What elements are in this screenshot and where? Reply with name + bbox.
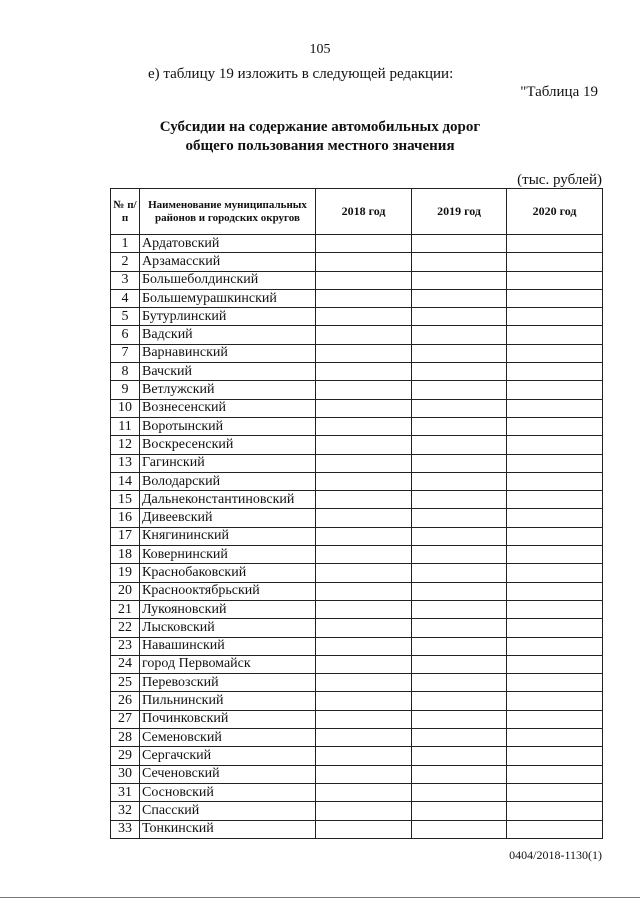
header-2020: 2020 год	[507, 189, 603, 235]
table-row	[111, 564, 603, 582]
value-2019	[412, 472, 507, 490]
district-name: Вачский	[140, 363, 316, 381]
value-2019	[412, 765, 507, 783]
table-row	[111, 326, 603, 344]
title-line-1: Субсидии на содержание автомобильных дорог	[159, 119, 481, 135]
value-2018	[316, 619, 412, 637]
value-2019	[412, 289, 507, 307]
district-name: Гагинский	[140, 454, 316, 472]
value-2019	[412, 637, 507, 655]
value-2018	[316, 674, 412, 692]
table-row	[111, 729, 603, 747]
row-number: 23	[111, 637, 140, 655]
value-2018	[316, 637, 412, 655]
table-body	[111, 235, 603, 839]
value-2020	[507, 527, 603, 545]
value-2019	[412, 600, 507, 618]
table-row	[111, 692, 603, 710]
table-row	[111, 802, 603, 820]
district-name: Княгининский	[140, 527, 316, 545]
value-2018	[316, 326, 412, 344]
value-2020	[507, 692, 603, 710]
row-number: 19	[111, 564, 140, 582]
value-2019	[412, 491, 507, 509]
row-number: 8	[111, 363, 140, 381]
table-reference: "Таблица 19	[520, 84, 598, 100]
page-number: 105	[309, 42, 331, 57]
title-line-2: общего пользования местного значения	[185, 138, 455, 154]
district-name: Ардатовский	[140, 235, 316, 253]
value-2018	[316, 765, 412, 783]
district-name: Сергачский	[140, 747, 316, 765]
value-2019	[412, 509, 507, 527]
district-name: Вознесенский	[140, 399, 316, 417]
table-row	[111, 582, 603, 600]
value-2018	[316, 546, 412, 564]
value-2020	[507, 765, 603, 783]
row-number: 16	[111, 509, 140, 527]
value-2018	[316, 802, 412, 820]
value-2019	[412, 710, 507, 728]
table-row	[111, 765, 603, 783]
value-2018	[316, 820, 412, 838]
value-2018	[316, 289, 412, 307]
district-name: Лукояновский	[140, 600, 316, 618]
row-number: 13	[111, 454, 140, 472]
value-2020	[507, 491, 603, 509]
district-name: Ветлужский	[140, 381, 316, 399]
value-2019	[412, 363, 507, 381]
district-name: Володарский	[140, 472, 316, 490]
table-row	[111, 235, 603, 253]
table-row	[111, 472, 603, 490]
intro-text: е) таблицу 19 изложить в следующей редакции:	[148, 66, 454, 82]
value-2020	[507, 710, 603, 728]
value-2019	[412, 564, 507, 582]
table-row	[111, 436, 603, 454]
district-name: Лысковский	[140, 619, 316, 637]
district-name: Краснобаковский	[140, 564, 316, 582]
table-row	[111, 747, 603, 765]
value-2018	[316, 381, 412, 399]
table-row	[111, 710, 603, 728]
value-2019	[412, 655, 507, 673]
value-2018	[316, 710, 412, 728]
district-name: Арзамасский	[140, 253, 316, 271]
district-name: Варнавинский	[140, 344, 316, 362]
table-row	[111, 783, 603, 801]
value-2019	[412, 692, 507, 710]
value-2020	[507, 454, 603, 472]
table-row	[111, 308, 603, 326]
value-2018	[316, 491, 412, 509]
value-2020	[507, 729, 603, 747]
value-2019	[412, 344, 507, 362]
value-2020	[507, 308, 603, 326]
value-2019	[412, 729, 507, 747]
value-2018	[316, 235, 412, 253]
value-2019	[412, 271, 507, 289]
value-2018	[316, 344, 412, 362]
value-2018	[316, 454, 412, 472]
unit-label: (тыс. рублей)	[517, 172, 602, 188]
table-row	[111, 637, 603, 655]
footer-divider	[0, 897, 640, 898]
row-number: 14	[111, 472, 140, 490]
district-name: Большемурашкинский	[140, 289, 316, 307]
value-2018	[316, 472, 412, 490]
row-number: 4	[111, 289, 140, 307]
subsidies-table	[110, 188, 603, 839]
value-2019	[412, 747, 507, 765]
row-number: 25	[111, 674, 140, 692]
value-2019	[412, 417, 507, 435]
value-2020	[507, 802, 603, 820]
value-2019	[412, 674, 507, 692]
row-number: 31	[111, 783, 140, 801]
table-row	[111, 381, 603, 399]
table-row	[111, 454, 603, 472]
value-2020	[507, 820, 603, 838]
value-2020	[507, 747, 603, 765]
value-2020	[507, 253, 603, 271]
value-2018	[316, 783, 412, 801]
district-name: Перевозский	[140, 674, 316, 692]
row-number: 2	[111, 253, 140, 271]
row-number: 30	[111, 765, 140, 783]
table-row	[111, 344, 603, 362]
value-2019	[412, 582, 507, 600]
value-2018	[316, 747, 412, 765]
value-2019	[412, 399, 507, 417]
table-row	[111, 509, 603, 527]
value-2020	[507, 619, 603, 637]
value-2019	[412, 546, 507, 564]
row-number: 5	[111, 308, 140, 326]
header-row	[111, 189, 603, 235]
value-2020	[507, 417, 603, 435]
header-name: Наименование муниципальных районов и городских округов	[140, 189, 316, 235]
table-row	[111, 253, 603, 271]
value-2018	[316, 527, 412, 545]
row-number: 3	[111, 271, 140, 289]
district-name: Краснооктябрьский	[140, 582, 316, 600]
district-name: Воскресенский	[140, 436, 316, 454]
value-2018	[316, 692, 412, 710]
row-number: 7	[111, 344, 140, 362]
value-2019	[412, 308, 507, 326]
row-number: 27	[111, 710, 140, 728]
value-2020	[507, 363, 603, 381]
table-row	[111, 289, 603, 307]
district-name: Семеновский	[140, 729, 316, 747]
value-2020	[507, 472, 603, 490]
header-2019: 2019 год	[412, 189, 507, 235]
table-title	[0, 118, 640, 156]
row-number: 29	[111, 747, 140, 765]
value-2018	[316, 564, 412, 582]
district-name: Пильнинский	[140, 692, 316, 710]
district-name: Сеченовский	[140, 765, 316, 783]
value-2019	[412, 253, 507, 271]
value-2020	[507, 509, 603, 527]
value-2019	[412, 820, 507, 838]
table-row	[111, 546, 603, 564]
row-number: 24	[111, 655, 140, 673]
district-name: Спасский	[140, 802, 316, 820]
value-2020	[507, 344, 603, 362]
value-2020	[507, 235, 603, 253]
value-2020	[507, 637, 603, 655]
table-row	[111, 417, 603, 435]
value-2018	[316, 308, 412, 326]
table-row	[111, 600, 603, 618]
value-2018	[316, 436, 412, 454]
value-2020	[507, 783, 603, 801]
row-number: 28	[111, 729, 140, 747]
district-name: Дивеевский	[140, 509, 316, 527]
table-row	[111, 491, 603, 509]
table-row	[111, 527, 603, 545]
value-2018	[316, 363, 412, 381]
value-2020	[507, 289, 603, 307]
row-number: 26	[111, 692, 140, 710]
row-number: 12	[111, 436, 140, 454]
value-2020	[507, 546, 603, 564]
value-2020	[507, 582, 603, 600]
district-name: Починковский	[140, 710, 316, 728]
table-row	[111, 674, 603, 692]
value-2018	[316, 729, 412, 747]
value-2018	[316, 399, 412, 417]
table-row	[111, 271, 603, 289]
value-2020	[507, 326, 603, 344]
row-number: 15	[111, 491, 140, 509]
district-name: Воротынский	[140, 417, 316, 435]
value-2018	[316, 271, 412, 289]
value-2018	[316, 582, 412, 600]
district-name: Ковернинский	[140, 546, 316, 564]
value-2020	[507, 399, 603, 417]
district-name: Вадский	[140, 326, 316, 344]
value-2018	[316, 253, 412, 271]
value-2018	[316, 509, 412, 527]
value-2020	[507, 436, 603, 454]
row-number: 10	[111, 399, 140, 417]
row-number: 32	[111, 802, 140, 820]
value-2020	[507, 655, 603, 673]
value-2018	[316, 655, 412, 673]
value-2018	[316, 600, 412, 618]
value-2019	[412, 527, 507, 545]
value-2020	[507, 564, 603, 582]
table-row	[111, 820, 603, 838]
value-2019	[412, 436, 507, 454]
value-2019	[412, 802, 507, 820]
row-number: 17	[111, 527, 140, 545]
value-2019	[412, 454, 507, 472]
district-name: Дальнеконстантиновский	[140, 491, 316, 509]
row-number: 9	[111, 381, 140, 399]
value-2019	[412, 783, 507, 801]
document-code: 0404/2018-1130(1)	[509, 848, 602, 862]
row-number: 20	[111, 582, 140, 600]
value-2020	[507, 271, 603, 289]
district-name: Бутурлинский	[140, 308, 316, 326]
table-row	[111, 399, 603, 417]
row-number: 6	[111, 326, 140, 344]
header-2018: 2018 год	[316, 189, 412, 235]
table-row	[111, 655, 603, 673]
value-2018	[316, 417, 412, 435]
row-number: 33	[111, 820, 140, 838]
district-name: Тонкинский	[140, 820, 316, 838]
district-name: Сосновский	[140, 783, 316, 801]
header-num: № п/п	[111, 189, 140, 235]
value-2020	[507, 674, 603, 692]
value-2019	[412, 326, 507, 344]
district-name: Большеболдинский	[140, 271, 316, 289]
value-2019	[412, 235, 507, 253]
value-2020	[507, 381, 603, 399]
value-2019	[412, 381, 507, 399]
table-row	[111, 619, 603, 637]
row-number: 22	[111, 619, 140, 637]
row-number: 11	[111, 417, 140, 435]
row-number: 21	[111, 600, 140, 618]
value-2019	[412, 619, 507, 637]
district-name: город Первомайск	[140, 655, 316, 673]
row-number: 18	[111, 546, 140, 564]
table-row	[111, 363, 603, 381]
row-number: 1	[111, 235, 140, 253]
district-name: Навашинский	[140, 637, 316, 655]
value-2020	[507, 600, 603, 618]
